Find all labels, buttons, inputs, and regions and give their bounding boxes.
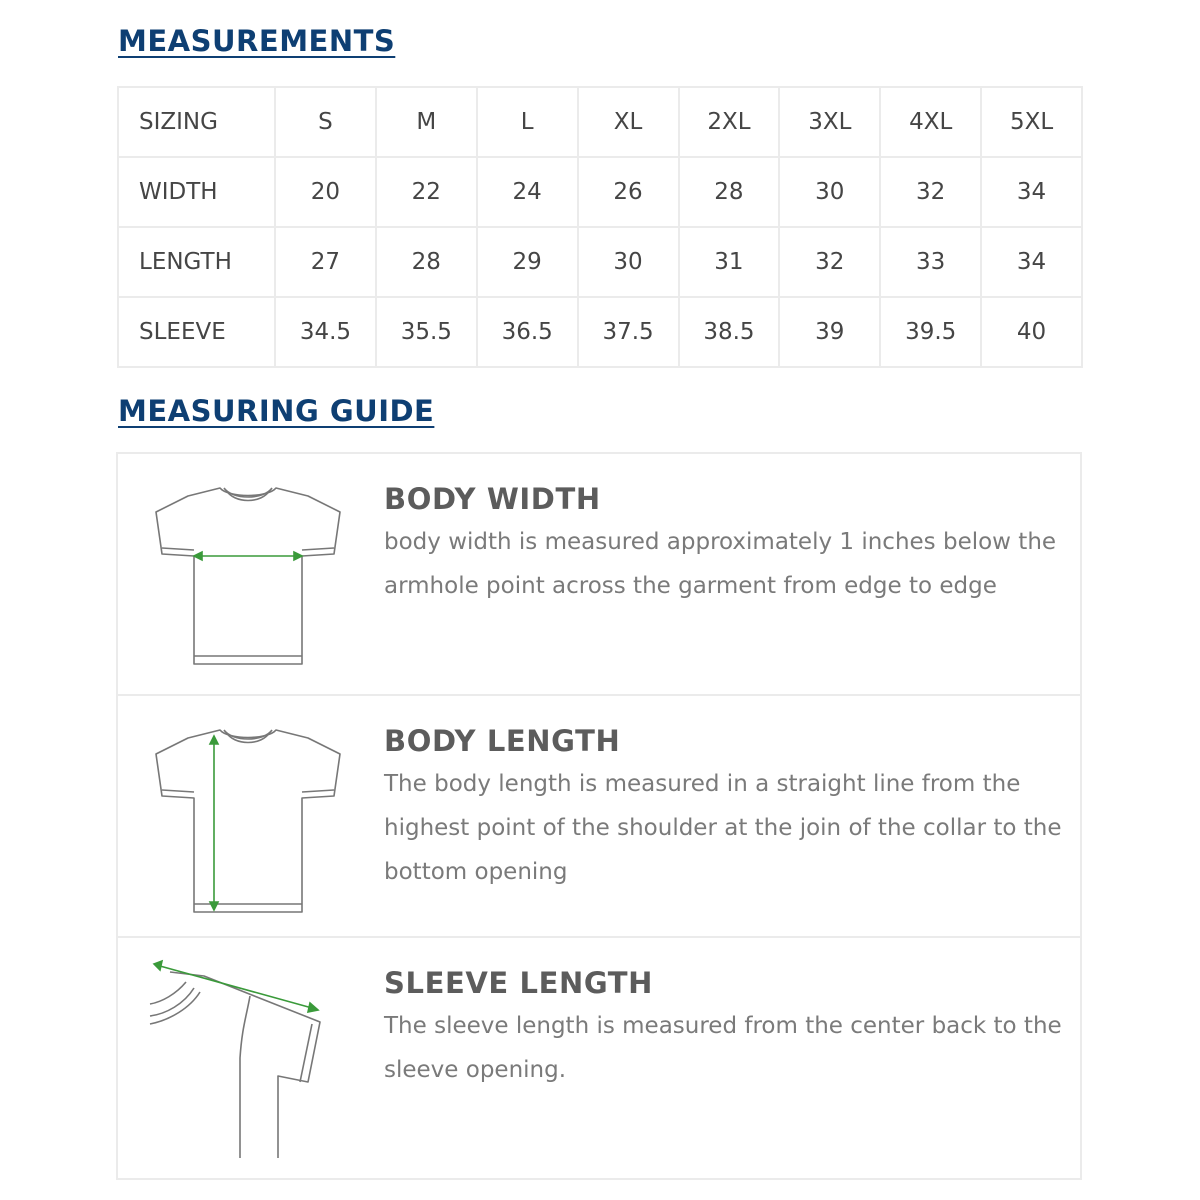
table-cell: 38.5 [679,297,780,367]
table-cell: 22 [376,157,477,227]
table-cell: WIDTH [118,157,275,227]
table-row-length [118,227,1082,297]
guide-description: The sleeve length is measured from the center back to the sleeve opening. [384,1013,1062,1083]
table-header-cell: 2XL [679,87,780,157]
table-cell: 32 [880,157,981,227]
table-cell: 33 [880,227,981,297]
guide-item-sleeve-length [118,938,1080,1180]
table-cell: 34.5 [275,297,376,367]
sleeve-length-icon [148,958,348,1158]
guide-description: The body length is measured in a straight line from the highest point of the shoulder at the join of the collar to the bottom opening [384,771,1062,885]
table-header-cell: S [275,87,376,157]
guide-heading: SLEEVE LENGTH [384,966,654,1000]
guide-text [384,482,1064,608]
table-cell: 39 [779,297,880,367]
table-header-cell: 4XL [880,87,981,157]
table-header-cell: L [477,87,578,157]
guide-heading: BODY LENGTH [384,724,621,758]
measurements-title: MEASUREMENTS [118,24,396,58]
measuring-guide [116,452,1082,1180]
table-cell: 37.5 [578,297,679,367]
table-cell: LENGTH [118,227,275,297]
table-row-width [118,157,1082,227]
table-cell: 27 [275,227,376,297]
table-cell: 34 [981,157,1082,227]
table-cell: 20 [275,157,376,227]
table-header-cell: XL [578,87,679,157]
table-cell: 28 [376,227,477,297]
table-header-cell: 3XL [779,87,880,157]
guide-item-body-width [118,454,1080,696]
size-table [117,86,1083,368]
table-cell: 31 [679,227,780,297]
table-cell: 29 [477,227,578,297]
guide-text [384,966,1064,1092]
table-row-sleeve [118,297,1082,367]
table-cell: SLEEVE [118,297,275,367]
table-cell: 32 [779,227,880,297]
table-cell: 28 [679,157,780,227]
guide-item-body-length [118,696,1080,938]
measuring-guide-title: MEASURING GUIDE [118,394,435,428]
table-cell: 26 [578,157,679,227]
table-cell: 40 [981,297,1082,367]
tshirt-width-icon [148,474,348,674]
table-cell: 34 [981,227,1082,297]
table-cell: 24 [477,157,578,227]
table-cell: 30 [779,157,880,227]
table-header-row [118,87,1082,157]
table-cell: 36.5 [477,297,578,367]
tshirt-length-icon [148,716,348,916]
table-cell: 35.5 [376,297,477,367]
guide-description: body width is measured approximately 1 inches below the armhole point across the garment from edge to edge [384,529,1057,599]
guide-heading: BODY WIDTH [384,482,601,516]
table-header-cell: M [376,87,477,157]
table-header-cell: 5XL [981,87,1082,157]
guide-text [384,724,1064,894]
table-header-cell: SIZING [118,87,275,157]
table-cell: 30 [578,227,679,297]
table-cell: 39.5 [880,297,981,367]
